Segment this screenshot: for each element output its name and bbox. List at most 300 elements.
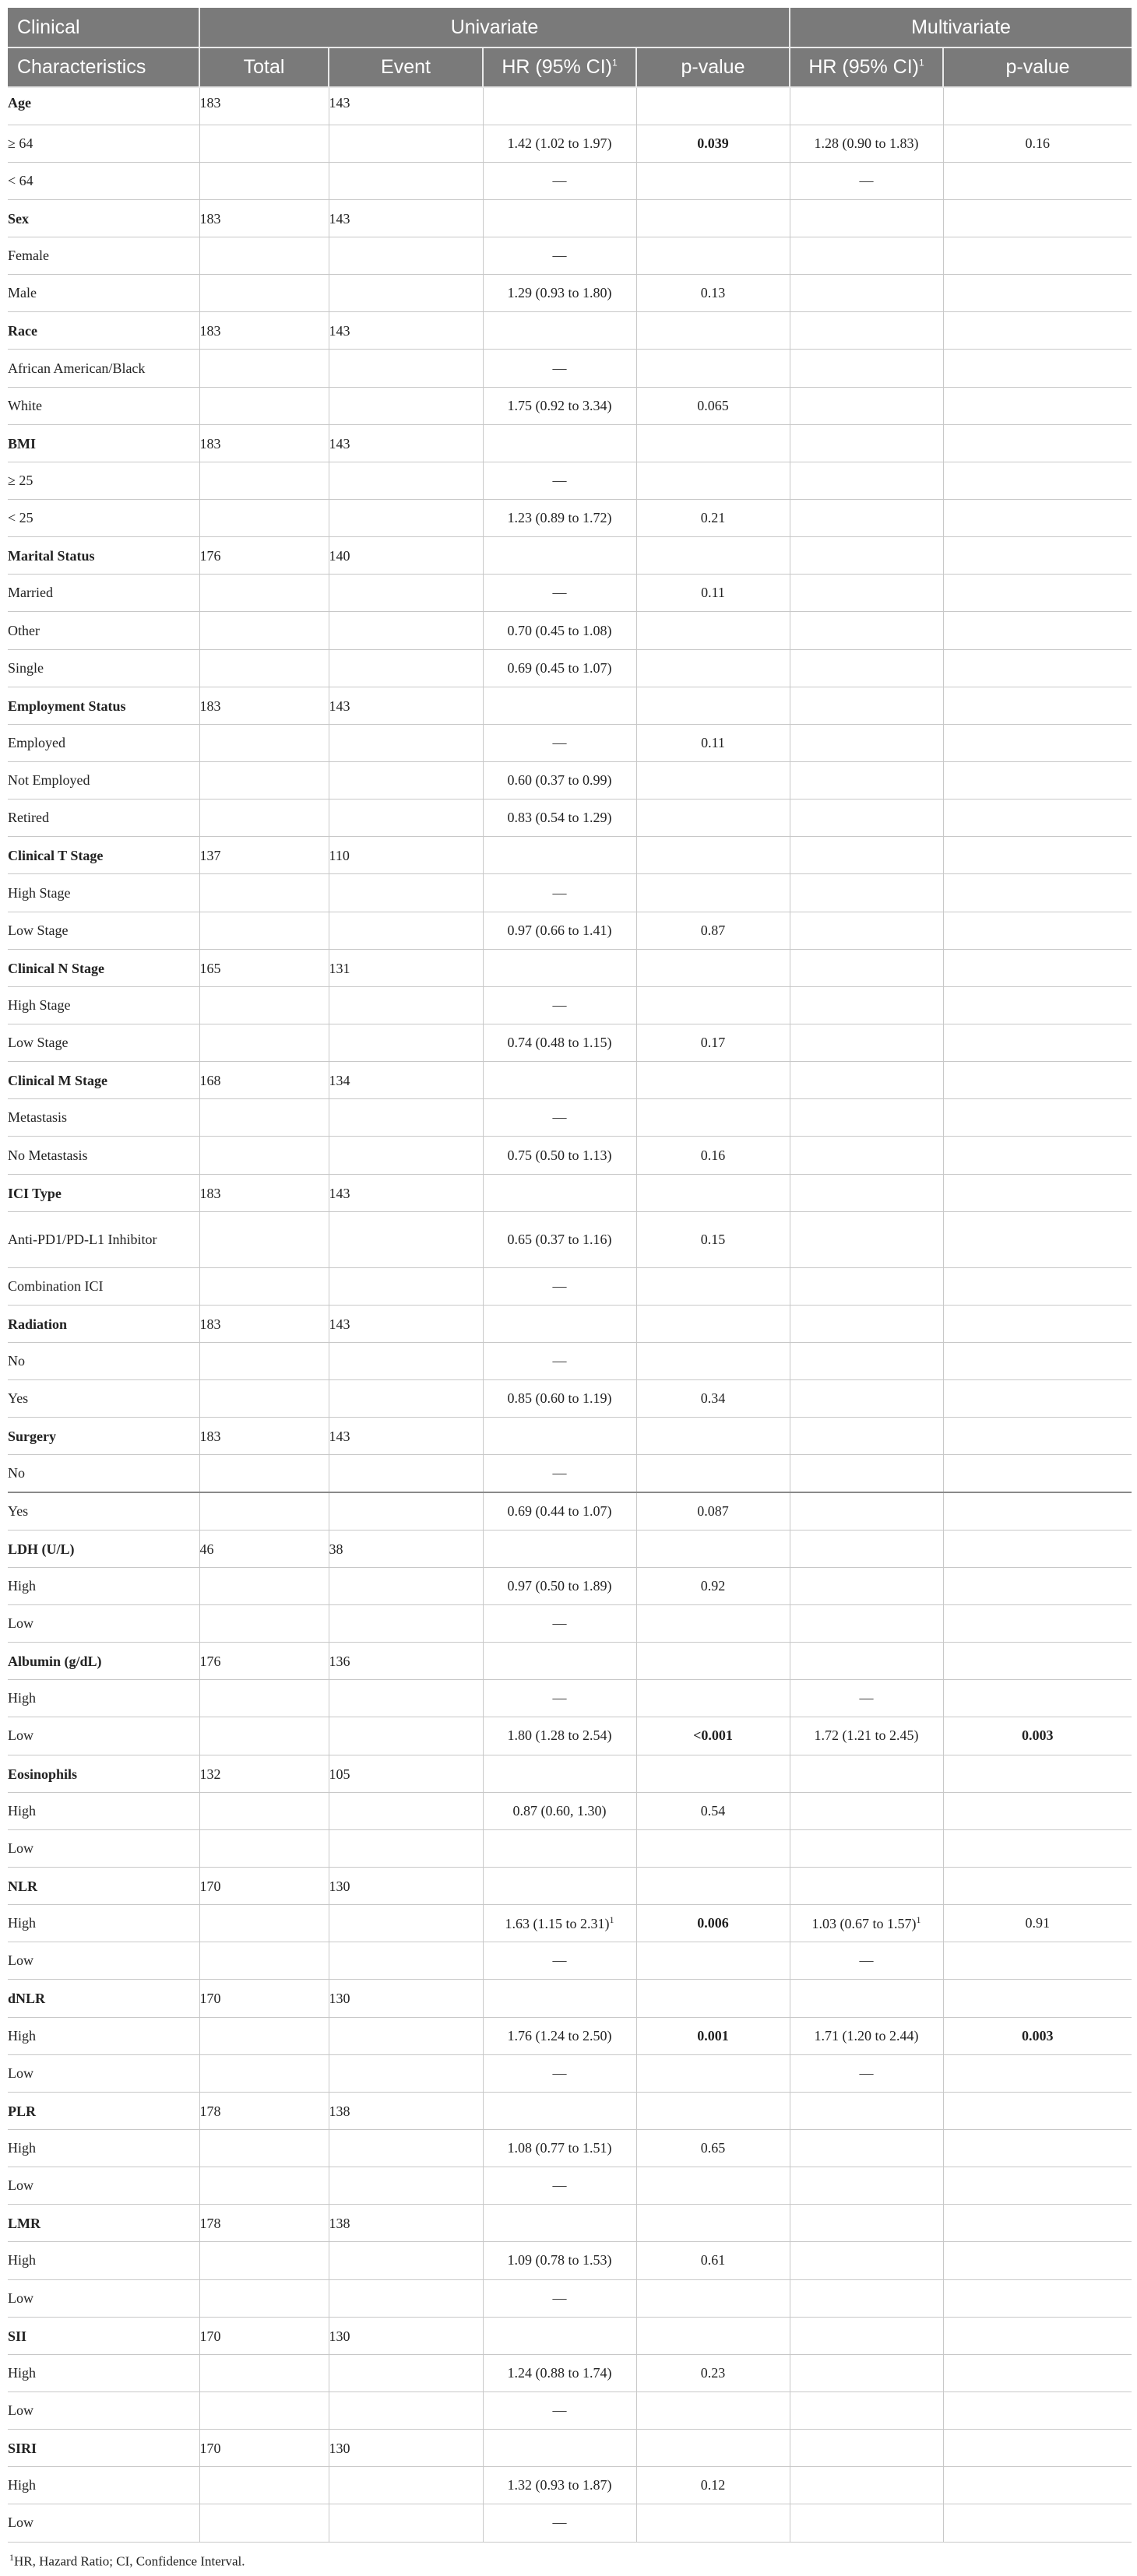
event-cell xyxy=(329,2430,483,2467)
total-cell-text: 183 xyxy=(199,1185,221,1201)
header-total: Total xyxy=(199,47,329,87)
table-row-level xyxy=(8,1343,1132,1380)
total-cell xyxy=(199,1567,329,1604)
event-cell-text: 143 xyxy=(329,698,350,714)
univariate-hr-cell xyxy=(483,1755,636,1792)
total-cell xyxy=(199,462,329,499)
total-cell xyxy=(199,1755,329,1792)
level-label xyxy=(8,462,199,499)
univariate-pvalue-cell xyxy=(636,2054,790,2092)
table-row-level xyxy=(8,2504,1132,2542)
multivariate-hr-cell xyxy=(790,1905,943,1942)
univariate-hr-cell xyxy=(483,687,636,724)
multivariate-hr-cell xyxy=(790,1604,943,1642)
variable-label xyxy=(8,1755,199,1792)
univariate-pvalue-cell-text: 0.087 xyxy=(697,1502,729,1519)
total-cell xyxy=(199,537,329,575)
univariate-pvalue-cell xyxy=(636,1380,790,1418)
univariate-hr-cell-text: — xyxy=(552,1690,567,1706)
variable-label-text: LMR xyxy=(8,2216,40,2232)
multivariate-hr-cell xyxy=(790,1137,943,1174)
table-row-level xyxy=(8,1267,1132,1305)
multivariate-pvalue-cell xyxy=(943,2167,1132,2205)
header-hr-label: HR (95% CI) xyxy=(502,56,612,78)
level-label-text: No xyxy=(8,1353,25,1369)
multivariate-hr-cell xyxy=(790,1380,943,1418)
univariate-pvalue-cell-text: 0.11 xyxy=(701,734,725,750)
level-label xyxy=(8,1137,199,1174)
univariate-pvalue-cell xyxy=(636,1980,790,2017)
univariate-pvalue-cell xyxy=(636,1492,790,1530)
level-label-text: Low xyxy=(8,2065,33,2081)
event-cell xyxy=(329,1792,483,1829)
total-cell xyxy=(199,312,329,350)
total-cell xyxy=(199,125,329,162)
total-cell xyxy=(199,1905,329,1942)
total-cell-text: 183 xyxy=(199,698,221,714)
multivariate-pvalue-cell xyxy=(943,1567,1132,1604)
level-label xyxy=(8,1604,199,1642)
univariate-pvalue-cell xyxy=(636,500,790,537)
univariate-hr-cell xyxy=(483,1099,636,1137)
event-cell xyxy=(329,1492,483,1530)
univariate-pvalue-cell-text: 0.12 xyxy=(700,2477,726,2493)
event-cell xyxy=(329,1530,483,1567)
level-label xyxy=(8,350,199,387)
multivariate-pvalue-cell xyxy=(943,687,1132,724)
event-cell xyxy=(329,2467,483,2504)
univariate-hr-cell xyxy=(483,2504,636,2542)
variable-label xyxy=(8,1980,199,2017)
table-row-level xyxy=(8,275,1132,312)
multivariate-hr-cell-text: — xyxy=(859,1952,874,1969)
level-label xyxy=(8,986,199,1024)
total-cell xyxy=(199,1792,329,1829)
event-cell xyxy=(329,350,483,387)
footnote xyxy=(8,2552,1132,2570)
total-cell xyxy=(199,1174,329,1211)
total-cell xyxy=(199,237,329,275)
univariate-hr-cell xyxy=(483,162,636,199)
level-label xyxy=(8,1267,199,1305)
univariate-pvalue-cell xyxy=(636,1455,790,1492)
header-univariate: Univariate xyxy=(199,8,790,47)
table-row-level xyxy=(8,1717,1132,1755)
event-cell xyxy=(329,1062,483,1099)
multivariate-hr-cell-text: 1.03 (0.67 to 1.57) xyxy=(811,1916,917,1932)
level-label xyxy=(8,1792,199,1829)
multivariate-hr-cell xyxy=(790,275,943,312)
univariate-hr-cell-text: — xyxy=(552,2065,567,2081)
univariate-hr-cell xyxy=(483,1174,636,1211)
multivariate-pvalue-cell xyxy=(943,2242,1132,2279)
level-label-text: No xyxy=(8,1465,25,1481)
multivariate-hr-cell xyxy=(790,2467,943,2504)
level-label-text: Employed xyxy=(8,734,65,750)
univariate-hr-cell xyxy=(483,2317,636,2354)
level-label xyxy=(8,162,199,199)
univariate-hr-cell xyxy=(483,462,636,499)
univariate-hr-cell xyxy=(483,1343,636,1380)
variable-label xyxy=(8,1418,199,1455)
total-cell xyxy=(199,800,329,837)
univariate-hr-cell xyxy=(483,2017,636,2054)
total-cell-text: 170 xyxy=(199,1878,221,1894)
total-cell-text: 178 xyxy=(199,2216,221,2232)
univariate-pvalue-cell xyxy=(636,387,790,424)
level-label-text: High xyxy=(8,2027,36,2044)
level-label xyxy=(8,2167,199,2205)
multivariate-hr-cell-text: — xyxy=(859,1690,874,1706)
level-label-text: Low xyxy=(8,2402,33,2418)
univariate-hr-cell xyxy=(483,2467,636,2504)
univariate-hr-cell xyxy=(483,1980,636,2017)
total-cell xyxy=(199,837,329,874)
univariate-hr-cell-text: 1.75 (0.92 to 3.34) xyxy=(507,397,612,413)
variable-label xyxy=(8,424,199,462)
variable-label xyxy=(8,199,199,237)
multivariate-hr-cell xyxy=(790,912,943,949)
multivariate-hr-cell xyxy=(790,537,943,575)
univariate-pvalue-cell xyxy=(636,1530,790,1567)
event-cell xyxy=(329,912,483,949)
event-cell xyxy=(329,2017,483,2054)
univariate-pvalue-cell xyxy=(636,275,790,312)
variable-label-text: ICI Type xyxy=(8,1185,62,1201)
univariate-pvalue-cell-text: 0.16 xyxy=(700,1147,726,1163)
total-cell-text: 183 xyxy=(199,1429,221,1445)
event-cell xyxy=(329,1867,483,1904)
table-row-level xyxy=(8,1380,1132,1418)
multivariate-pvalue-cell xyxy=(943,1905,1132,1942)
multivariate-hr-cell xyxy=(790,2504,943,2542)
univariate-hr-cell xyxy=(483,1024,636,1062)
variable-label-text: Sex xyxy=(8,210,29,227)
level-label-text: High xyxy=(8,2252,36,2268)
event-cell-text: 130 xyxy=(329,1991,350,2007)
multivariate-pvalue-cell xyxy=(943,575,1132,612)
univariate-pvalue-cell xyxy=(636,2205,790,2242)
total-cell xyxy=(199,2317,329,2354)
univariate-hr-cell-text: 0.97 (0.66 to 1.41) xyxy=(507,922,612,938)
level-label-text: ≥ 25 xyxy=(8,472,33,488)
level-label-text: Low Stage xyxy=(8,922,69,938)
univariate-hr-cell xyxy=(483,237,636,275)
multivariate-pvalue-cell xyxy=(943,2317,1132,2354)
level-label-text: Combination ICI xyxy=(8,1277,104,1294)
univariate-pvalue-cell xyxy=(636,2430,790,2467)
multivariate-pvalue-cell xyxy=(943,649,1132,687)
multivariate-hr-cell xyxy=(790,1062,943,1099)
table-row-level xyxy=(8,575,1132,612)
multivariate-pvalue-cell xyxy=(943,912,1132,949)
univariate-hr-cell xyxy=(483,125,636,162)
variable-label-text: LDH (U/L) xyxy=(8,1541,75,1557)
table-row-variable xyxy=(8,1305,1132,1342)
event-cell xyxy=(329,1305,483,1342)
univariate-pvalue-cell xyxy=(636,1137,790,1174)
total-cell-text: 183 xyxy=(199,95,221,111)
total-cell xyxy=(199,1492,329,1530)
univariate-pvalue-cell xyxy=(636,1680,790,1717)
variable-label-text: NLR xyxy=(8,1878,38,1894)
table-row-variable xyxy=(8,424,1132,462)
multivariate-hr-cell xyxy=(790,1530,943,1567)
multivariate-hr-cell xyxy=(790,424,943,462)
univariate-hr-cell-text: — xyxy=(552,1277,567,1294)
univariate-hr-cell xyxy=(483,199,636,237)
total-cell xyxy=(199,1418,329,1455)
event-cell-text: 143 xyxy=(329,323,350,339)
total-cell xyxy=(199,575,329,612)
univariate-hr-cell-text: — xyxy=(552,996,567,1013)
univariate-hr-cell xyxy=(483,2167,636,2205)
univariate-pvalue-cell xyxy=(636,1305,790,1342)
univariate-hr-cell-text: 1.29 (0.93 to 1.80) xyxy=(507,285,612,301)
table-row-level xyxy=(8,1455,1132,1492)
results-table xyxy=(8,8,1132,2543)
univariate-hr-cell xyxy=(483,724,636,761)
level-label xyxy=(8,874,199,912)
event-cell xyxy=(329,1343,483,1380)
univariate-pvalue-cell xyxy=(636,1829,790,1867)
univariate-hr-cell xyxy=(483,350,636,387)
table-row-level xyxy=(8,1829,1132,1867)
total-cell xyxy=(199,2129,329,2167)
univariate-hr-cell-text: 0.69 (0.45 to 1.07) xyxy=(507,659,612,676)
univariate-pvalue-cell-text: 0.21 xyxy=(700,510,726,526)
univariate-pvalue-cell xyxy=(636,687,790,724)
level-label-text: High xyxy=(8,1577,36,1594)
univariate-hr-cell-text: — xyxy=(552,172,567,188)
table-row-level xyxy=(8,2242,1132,2279)
level-label xyxy=(8,2054,199,2092)
multivariate-pvalue-cell xyxy=(943,1211,1132,1267)
multivariate-pvalue-cell xyxy=(943,199,1132,237)
level-label xyxy=(8,1343,199,1380)
univariate-hr-cell-text: 0.74 (0.48 to 1.15) xyxy=(507,1035,612,1051)
level-label xyxy=(8,724,199,761)
univariate-pvalue-cell xyxy=(636,1717,790,1755)
multivariate-hr-cell xyxy=(790,1567,943,1604)
univariate-pvalue-cell xyxy=(636,1062,790,1099)
univariate-pvalue-cell xyxy=(636,1905,790,1942)
univariate-pvalue-cell xyxy=(636,724,790,761)
multivariate-hr-cell xyxy=(790,1267,943,1305)
total-cell xyxy=(199,2467,329,2504)
event-cell xyxy=(329,2092,483,2129)
table-row-variable xyxy=(8,1643,1132,1680)
univariate-hr-cell xyxy=(483,2129,636,2167)
multivariate-hr-cell xyxy=(790,1099,943,1137)
level-label-text: Female xyxy=(8,248,49,264)
univariate-pvalue-cell-text: 0.065 xyxy=(697,397,729,413)
event-cell xyxy=(329,1717,483,1755)
table-row-level xyxy=(8,2391,1132,2429)
event-cell-text: 134 xyxy=(329,1073,350,1089)
variable-label xyxy=(8,687,199,724)
table-row-variable xyxy=(8,1980,1132,2017)
univariate-hr-cell xyxy=(483,1305,636,1342)
level-label xyxy=(8,2504,199,2542)
univariate-hr-cell xyxy=(483,1492,636,1530)
multivariate-pvalue-cell xyxy=(943,350,1132,387)
event-cell xyxy=(329,162,483,199)
multivariate-hr-cell xyxy=(790,1643,943,1680)
multivariate-hr-cell xyxy=(790,125,943,162)
event-cell xyxy=(329,1099,483,1137)
level-label-text: Low xyxy=(8,2290,33,2306)
table-row-variable xyxy=(8,199,1132,237)
univariate-pvalue-cell xyxy=(636,1174,790,1211)
variable-label xyxy=(8,837,199,874)
multivariate-pvalue-cell xyxy=(943,275,1132,312)
univariate-pvalue-cell-text: 0.13 xyxy=(700,285,726,301)
table-row-level xyxy=(8,2129,1132,2167)
event-cell xyxy=(329,1418,483,1455)
multivariate-pvalue-cell xyxy=(943,874,1132,912)
multivariate-hr-cell xyxy=(790,237,943,275)
level-label xyxy=(8,2467,199,2504)
total-cell-text: 176 xyxy=(199,1653,221,1670)
level-label xyxy=(8,125,199,162)
univariate-hr-cell-text: 1.63 (1.15 to 2.31) xyxy=(505,1916,610,1932)
multivariate-hr-cell xyxy=(790,462,943,499)
multivariate-pvalue-cell-text: 0.003 xyxy=(1022,2027,1054,2044)
univariate-pvalue-cell-text: 0.65 xyxy=(700,2140,726,2156)
table-row-level xyxy=(8,162,1132,199)
univariate-pvalue-cell xyxy=(636,2242,790,2279)
table-row-level xyxy=(8,1905,1132,1942)
univariate-pvalue-cell-text: 0.039 xyxy=(697,135,729,151)
multivariate-pvalue-cell xyxy=(943,500,1132,537)
variable-label-text: dNLR xyxy=(8,1991,46,2007)
univariate-pvalue-cell xyxy=(636,2167,790,2205)
header-event: Event xyxy=(329,47,483,87)
table-row-level xyxy=(8,1792,1132,1829)
univariate-hr-cell xyxy=(483,612,636,649)
level-label-text: High Stage xyxy=(8,996,71,1013)
event-cell-text: 143 xyxy=(329,95,350,111)
event-cell xyxy=(329,2354,483,2391)
total-cell xyxy=(199,350,329,387)
level-label xyxy=(8,2129,199,2167)
level-label xyxy=(8,762,199,800)
univariate-hr-cell xyxy=(483,87,636,125)
multivariate-hr-cell xyxy=(790,687,943,724)
multivariate-hr-cell xyxy=(790,350,943,387)
table-row-variable xyxy=(8,1418,1132,1455)
event-cell xyxy=(329,874,483,912)
level-label-text: Retired xyxy=(8,810,49,826)
multivariate-pvalue-cell xyxy=(943,800,1132,837)
event-cell xyxy=(329,949,483,986)
total-cell xyxy=(199,275,329,312)
multivariate-hr-cell xyxy=(790,612,943,649)
univariate-hr-cell-footnote-mark: 1 xyxy=(609,1914,614,1926)
event-cell xyxy=(329,2167,483,2205)
multivariate-pvalue-cell xyxy=(943,2017,1132,2054)
univariate-hr-cell xyxy=(483,2391,636,2429)
univariate-hr-cell-text: 0.65 (0.37 to 1.16) xyxy=(507,1231,612,1247)
univariate-hr-cell xyxy=(483,1418,636,1455)
header-pvalue: p-value xyxy=(636,47,790,87)
table-row-level xyxy=(8,1567,1132,1604)
multivariate-pvalue-cell xyxy=(943,1343,1132,1380)
univariate-hr-cell xyxy=(483,424,636,462)
multivariate-pvalue-cell xyxy=(943,986,1132,1024)
multivariate-pvalue-cell xyxy=(943,312,1132,350)
level-label xyxy=(8,1829,199,1867)
level-label-text: Low xyxy=(8,2177,33,2194)
total-cell xyxy=(199,1980,329,2017)
event-cell-text: 138 xyxy=(329,2216,350,2232)
univariate-pvalue-cell xyxy=(636,1567,790,1604)
multivariate-pvalue-cell xyxy=(943,612,1132,649)
total-cell xyxy=(199,2354,329,2391)
univariate-pvalue-cell xyxy=(636,1418,790,1455)
variable-label xyxy=(8,2205,199,2242)
level-label xyxy=(8,1024,199,1062)
event-cell xyxy=(329,312,483,350)
multivariate-hr-cell xyxy=(790,1717,943,1755)
univariate-hr-cell-text: — xyxy=(552,2177,567,2194)
multivariate-pvalue-cell xyxy=(943,1680,1132,1717)
univariate-pvalue-cell xyxy=(636,986,790,1024)
univariate-pvalue-cell xyxy=(636,1792,790,1829)
multivariate-hr-cell xyxy=(790,986,943,1024)
univariate-pvalue-cell xyxy=(636,1942,790,1980)
variable-label xyxy=(8,1174,199,1211)
level-label-text: Low xyxy=(8,1840,33,1856)
total-cell xyxy=(199,2167,329,2205)
multivariate-hr-cell xyxy=(790,1867,943,1904)
univariate-pvalue-cell xyxy=(636,1211,790,1267)
event-cell xyxy=(329,125,483,162)
event-cell xyxy=(329,424,483,462)
multivariate-hr-cell xyxy=(790,2054,943,2092)
table-row-level xyxy=(8,762,1132,800)
multivariate-hr-cell xyxy=(790,1174,943,1211)
univariate-pvalue-cell xyxy=(636,762,790,800)
table-row-variable xyxy=(8,312,1132,350)
total-cell xyxy=(199,2054,329,2092)
univariate-hr-cell xyxy=(483,2092,636,2129)
total-cell xyxy=(199,1455,329,1492)
table-container xyxy=(8,8,1132,2569)
header-multivariate: Multivariate xyxy=(790,8,1132,47)
total-cell xyxy=(199,649,329,687)
level-label xyxy=(8,275,199,312)
variable-label-text: Clinical T Stage xyxy=(8,848,104,864)
table-row-level xyxy=(8,2467,1132,2504)
univariate-pvalue-cell-text: 0.87 xyxy=(700,922,726,938)
variable-label-text: Clinical N Stage xyxy=(8,960,104,976)
univariate-pvalue-cell xyxy=(636,462,790,499)
univariate-pvalue-cell-text: 0.15 xyxy=(700,1231,726,1247)
level-label xyxy=(8,2391,199,2429)
univariate-pvalue-cell-text: <0.001 xyxy=(693,1727,733,1744)
table-row-variable xyxy=(8,2317,1132,2354)
multivariate-hr-cell xyxy=(790,800,943,837)
multivariate-pvalue-cell xyxy=(943,2129,1132,2167)
multivariate-pvalue-cell xyxy=(943,1604,1132,1642)
event-cell xyxy=(329,537,483,575)
multivariate-hr-cell xyxy=(790,1942,943,1980)
multivariate-hr-cell xyxy=(790,1418,943,1455)
event-cell xyxy=(329,500,483,537)
multivariate-hr-cell xyxy=(790,387,943,424)
